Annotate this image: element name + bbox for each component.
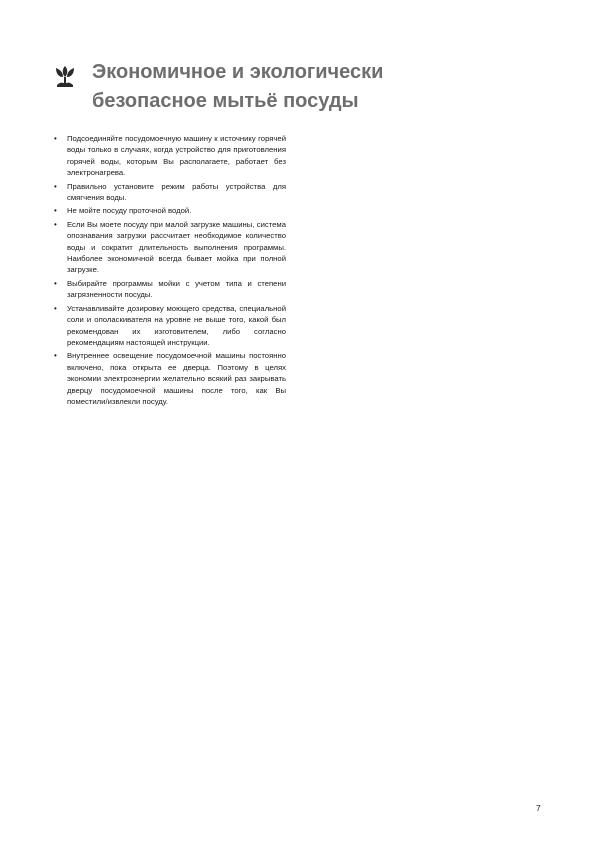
- bullet: •: [54, 351, 57, 361]
- tips-list: [54, 133, 286, 409]
- title-line-2: безопасное мытьё посуды: [92, 90, 359, 112]
- title-line-1: Экономичное и экологически: [92, 61, 384, 83]
- list-item-text: Подсоединяйте посудомоечную машину к источнику горячей воды только в случаях, когда устройство для приготовления горячей воды, которым Вы располагаете, работает без электронагрева.: [67, 134, 286, 178]
- list-item-text: Если Вы моете посуду при малой загрузке машины, система опознавания загрузки рассчитает необходимое количество воды и сократит длительность выполнения программы. Наиболее экономичной всегда бывает мойка при полной загрузке.: [67, 219, 286, 275]
- list-item-text: Не мойте посуду проточной водой.: [67, 206, 192, 216]
- bullet: •: [54, 303, 57, 313]
- tulip-eco-icon: [53, 65, 77, 89]
- list-item-text: Выбирайте программы мойки с учетом типа и степени загрязненности посуды.: [67, 278, 286, 300]
- list-item: [54, 133, 286, 179]
- page-number: 7: [536, 803, 541, 813]
- list-item: [54, 181, 286, 204]
- list-item: [54, 219, 286, 276]
- list-item: [54, 303, 286, 349]
- list-item-text: Внутреннее освещение посудомоечной машины постоянно включено, пока открыта ее дверца. Поэтому в целях экономии электроэнергии желательно всякий раз закрывать дверцу посудомоечной машины после того, как Вы поместили/извлекли посуду.: [67, 351, 286, 406]
- bullet: •: [54, 134, 57, 143]
- list-item: [54, 205, 286, 216]
- bullet: •: [54, 278, 57, 288]
- list-item-text: Правильно установите режим работы устройства для смягчения воды.: [67, 181, 286, 203]
- list-item: [54, 350, 286, 407]
- bullet: •: [54, 219, 57, 229]
- page-title: [92, 58, 512, 116]
- bullet: •: [54, 181, 57, 191]
- list-item: [54, 278, 286, 301]
- list-item-text: Устанавливайте дозировку моющего средства, специальной соли и ополаскивателя на уровне не выше того, какой был рекомендован их изготовителем, либо согласно рекомендациям настоящей инструкции.: [67, 303, 286, 347]
- bullet: •: [54, 206, 57, 216]
